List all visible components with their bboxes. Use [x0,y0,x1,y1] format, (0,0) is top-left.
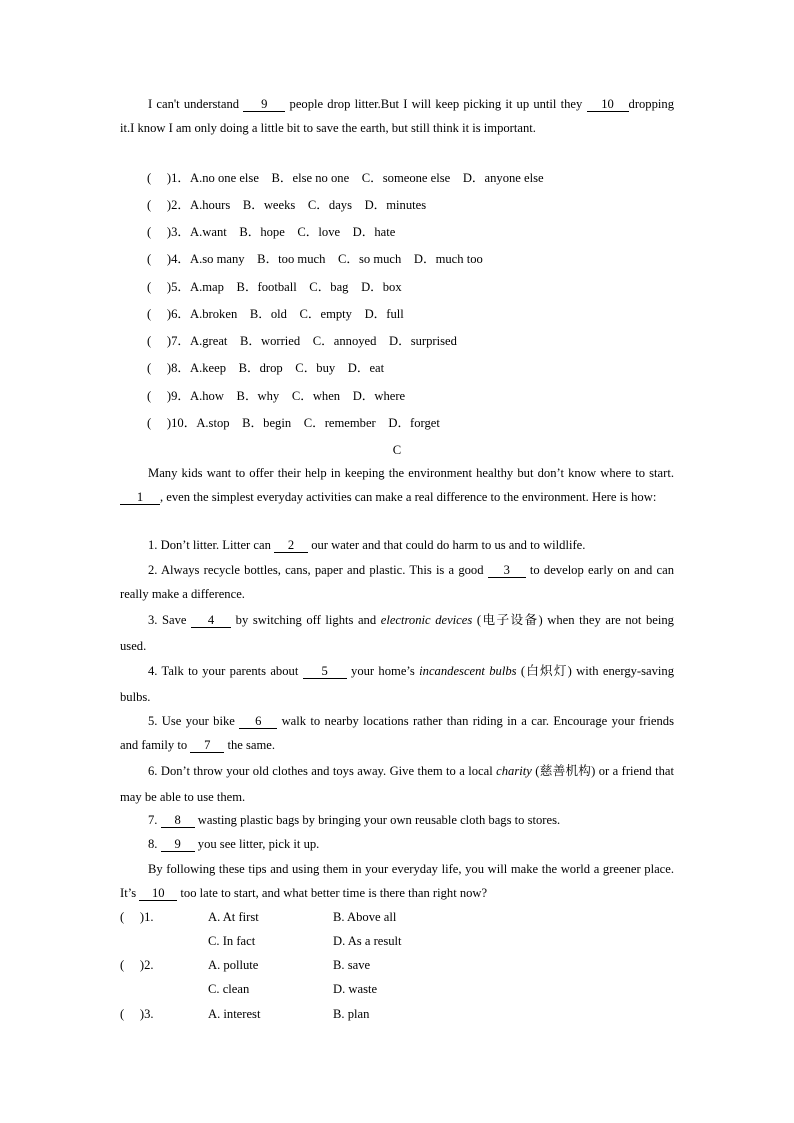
question-c-1-option-c: C. In fact [208,934,256,948]
question-b-8: ( )8．A.keep B．drop C．buy D．eat [147,361,385,375]
question-b-7: ( )7．A.great B．worried C．annoyed D．surprised [147,334,457,348]
tip-6: 6. Don’t throw your old clothes and toys away. Give them to a local charity (慈善机构) or a friend that may be able to use them. [120,764,675,804]
blank-c-1: 1 [120,490,160,505]
passage-c-conclusion: By following these tips and using them in your everyday life, you will make the world a greener place. It’s 10 too late to start, and what better time is there than right now? [120,862,674,900]
question-b-3: ( )3．A.want B．hope C．love D．hate [147,225,396,239]
question-b-10: ( )10．A.stop B．begin C．remember D．forget [147,416,440,430]
section-c-heading: C [392,443,402,457]
tip-4: 4. Talk to your parents about 5 your home’s incandescent bulbs (白炽灯) with energy-saving bulbs. [120,664,674,704]
blank-10: 10 [587,97,629,112]
question-c-2-option-b: B. save [333,958,371,972]
passage-c-intro: Many kids want to offer their help in keeping the environment healthy but don’t know where to start. 1 , even the simplest everyday activities can make a real difference to the environment. Here is how: [120,461,674,509]
question-c-1-option-a: A. At first [208,910,259,924]
question-c-2-number: ( )2. [120,958,154,972]
question-c-1-option-b: B. Above all [333,910,397,924]
question-b-1: ( )1．A.no one else B．else no one C．someone else D．anyone else [147,171,544,185]
blank-c-6: 6 [239,714,277,729]
blank-c-10: 10 [139,886,177,901]
question-b-2: ( )2．A.hours B．weeks C．days D．minutes [147,198,427,212]
blank-c-7: 7 [190,738,224,753]
blank-c-8: 8 [161,813,195,828]
blank-c-4: 4 [191,613,231,628]
passage-b-final-paragraph: I can't understand 9 people drop litter.But I will keep picking it up until they 10 dropping it.I know I am only doing a little bit to save the earth, but still think it is important. [120,97,674,135]
question-b-5: ( )5．A.map B．football C．bag D．box [147,280,402,294]
blank-c-9: 9 [161,837,195,852]
question-b-4: ( )4．A.so many B．too much C．so much D．much too [147,252,483,266]
question-c-2-option-a: A. pollute [208,958,259,972]
tip-3: 3. Save 4 by switching off lights and electronic devices (电子设备) when they are not being used. [120,613,674,653]
question-b-9: ( )9．A.how B．why C．when D．where [147,389,406,403]
question-b-6: ( )6．A.broken B．old C．empty D．full [147,307,404,321]
tip-2: 2. Always recycle bottles, cans, paper and plastic. This is a good 3 to develop early on and can really make a difference. [120,563,674,601]
tip-5: 5. Use your bike 6 walk to nearby locations rather than riding in a car. Encourage your friends and family to 7 the same. [120,714,675,752]
question-c-1-number: ( )1. [120,910,154,924]
tip-7: 7. 8 wasting plastic bags by bringing your own reusable cloth bags to stores. [148,813,561,827]
question-c-3-option-a: A. interest [208,1007,261,1021]
blank-c-3: 3 [488,563,526,578]
question-c-2-option-c: C. clean [208,982,250,996]
tip-1: 1. Don’t litter. Litter can 2 our water and that could do harm to us and to wildlife. [148,538,586,552]
blank-c-2: 2 [274,538,308,553]
blank-c-5: 5 [303,664,347,679]
blank-9: 9 [243,97,285,112]
question-c-2-option-d: D. waste [333,982,378,996]
question-c-1-option-d: D. As a result [333,934,402,948]
tip-8: 8. 9 you see litter, pick it up. [148,837,320,851]
question-c-3-number: ( )3. [120,1007,154,1021]
question-c-3-option-b: B. plan [333,1007,370,1021]
